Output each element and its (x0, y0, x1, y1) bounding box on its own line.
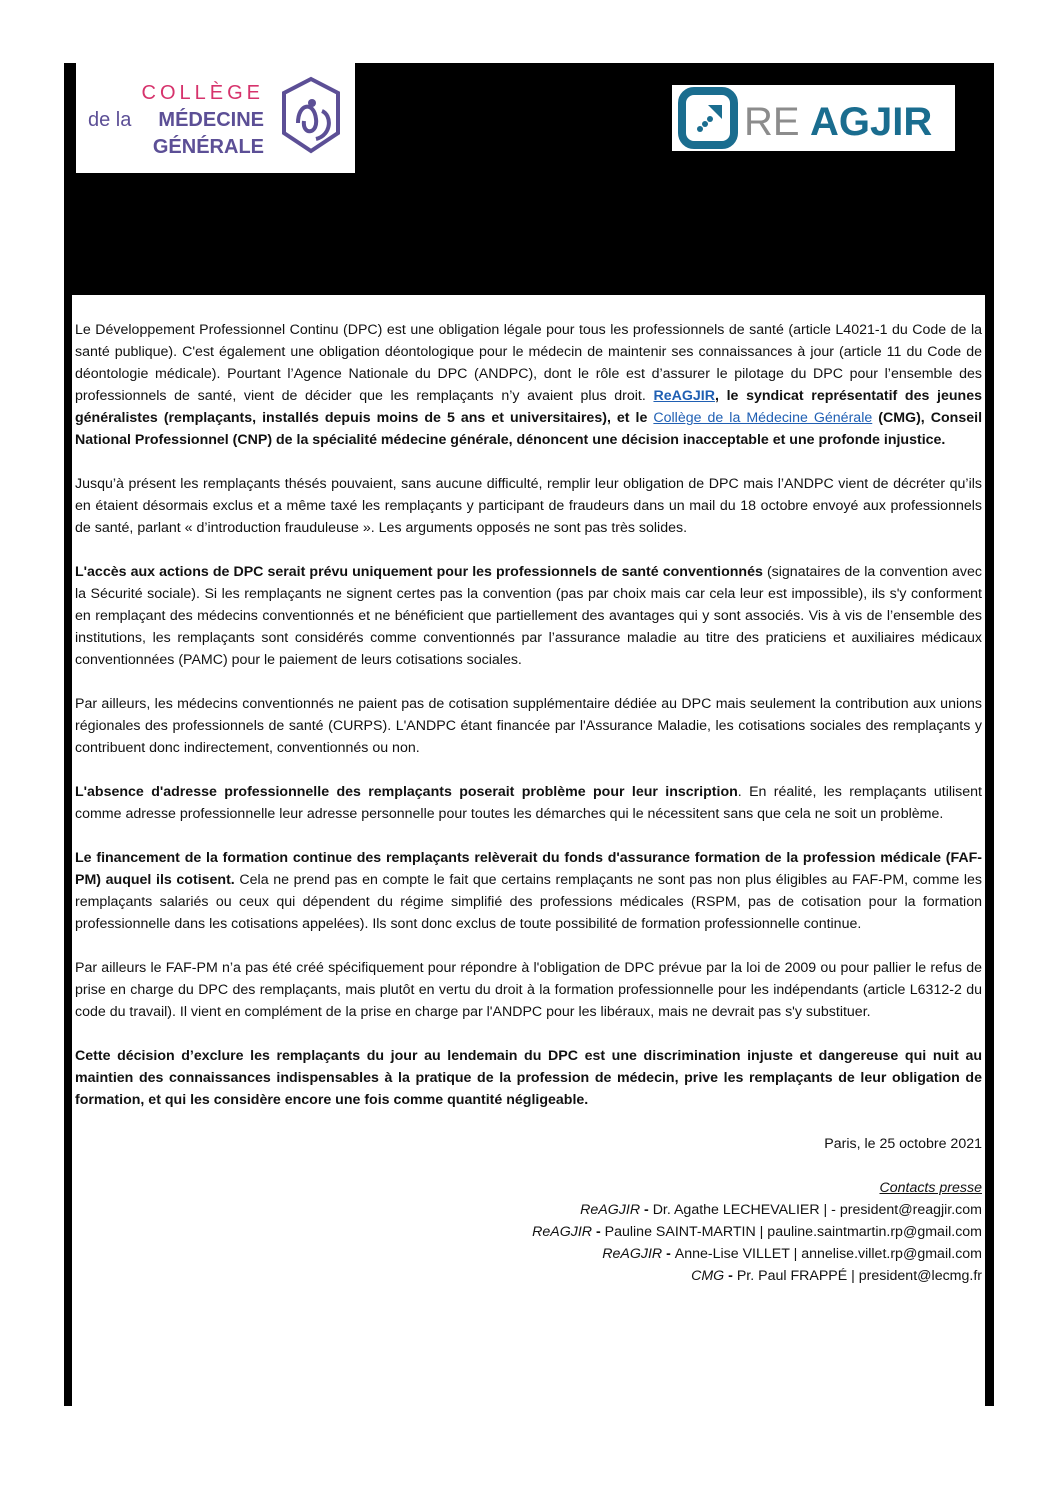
document-body (72, 295, 985, 1406)
contacts-title-text: Contacts presse (879, 1180, 982, 1196)
p1-bold1: , le syndicat représentatif des jeunes généralistes (remplaçants, installés depuis moins de 5 ans et universitaires), et le (75, 388, 982, 426)
contact-details: Dr. Agathe LECHEVALIER | - president@reagjir.com (652, 1202, 982, 1218)
contact-line (75, 1199, 982, 1221)
contact-line (75, 1243, 982, 1265)
p3-rest: (signataires de la convention avec la Sécurité sociale). Si les remplaçants ne signent certes pas la convention (pas par choix mais car cela leur est impossible), ils s'y conforment en remplaçant des médecins conventionnés et ne bénéficient que partiellement des avantages qui y sont associés. Vis à vis de l’ensemble des institutions, les remplaçants sont considérés comme conventionnés par l’assurance maladie au titre des praticiens et auxiliaires médicaux conventionnées (PAMC) pour le paiement de leurs cotisations sociales. (75, 564, 982, 668)
paragraph-1 (75, 319, 982, 451)
cmg-logo-line2b: MÉDECINE (158, 109, 264, 131)
paragraph-2: Jusqu’à présent les remplaçants thésés pouvaient, sans aucune difficulté, remplir leur obligation de DPC mais l’ANDPC vient de décréter qu’ils en étaient désormais exclus et a même taxé les remplaçants y participant de fraudeurs dans un mail du 18 octobre envoyé aux professionnels de santé, parlant « d’introduction frauduleuse ». Les arguments opposés ne sont pas très solides. (75, 476, 982, 536)
contact-sep: - (592, 1224, 605, 1240)
paragraph-3 (75, 561, 982, 671)
cmg-hexagon-icon (284, 79, 338, 151)
reagjir-logo (672, 85, 955, 151)
cmg-link[interactable]: Collège de la Médecine Générale (653, 410, 873, 426)
cmg-hexagon-dot-icon (308, 99, 316, 107)
p6-bold: Le financement de la formation continue des remplaçants relèverait du fonds d'assurance formation de la profession médicale (FAF-PM) auquel ils cotisent. (75, 850, 982, 888)
p3-bold: L'accès aux actions de DPC serait prévu uniquement pour les professionnels de santé conventionnés (75, 564, 763, 580)
contact-org: ReAGJIR (580, 1202, 641, 1218)
contact-sep: - (724, 1268, 737, 1284)
contact-org: CMG (691, 1268, 725, 1284)
paragraph-7: Par ailleurs le FAF-PM n’a pas été créé spécifiquement pour répondre à l'obligation de DPC prévue par la loi de 2009 ou pour pallier le refus de prise en charge du DPC des remplaçants, mais plutôt en vertu du droit à la formation professionnelle pour les indépendants (article L6312-2 du code du travail). Il vient en complément de la prise en charge par l'ANDPC pour les libéraux, mais ne devrait pas s'y substituer. (75, 960, 982, 1020)
p1-intro: Le Développement Professionnel Continu (DPC) est une obligation légale pour tous les professionnels de santé (article L4021-1 du Code de la santé publique). C'est également une obligation déontologique pour le médecin de maintenir ses connaissances à jour (article 11 du Code de déontologie médicale). Pourtant l’Agence Nationale du DPC (ANDPC), dont le rôle est d’assurer le pilotage du DPC pour l’ensemble des professionnels de santé, vient de décider que les remplaçants n’y avaient plus droit. (75, 322, 982, 404)
press-release-text (75, 319, 982, 1287)
contact-details: Pauline SAINT-MARTIN | pauline.saintmartin.rp@gmail.com (604, 1224, 982, 1240)
contact-line (75, 1221, 982, 1243)
contact-details: Pr. Paul FRAPPÉ | president@lecmg.fr (736, 1268, 982, 1284)
contacts-title (75, 1177, 982, 1199)
reagjir-arrow-icon (697, 105, 722, 132)
paragraph-6 (75, 847, 982, 935)
contact-org: ReAGJIR (602, 1246, 663, 1262)
reagjir-logo-agjir: AGJIR (810, 100, 933, 144)
cmg-logo-line1: COLLÈGE (141, 82, 264, 104)
p8-bold: Cette décision d’exclure les remplaçants du jour au lendemain du DPC est une discrimination injuste et dangereuse qui nuit au maintien des connaissances indispensables à la pratique de la profession de médecin, prive les remplaçants de leur obligation de formation, et qui les considère encore une fois comme quantité négligeable. (75, 1048, 982, 1108)
cmg-logo-graphic (76, 63, 355, 173)
paragraph-5 (75, 781, 982, 825)
reagjir-logo-re: RE (744, 100, 800, 144)
p6-rest: Cela ne prend pas en compte le fait que certains remplaçants ne sont pas non plus éligibles au FAF-PM, comme les remplaçants salariés ou ceux qui dépendent du régime simplifié des professions médicales (RSPM, pas de cotisation pour la formation professionnelle dans les cotisations appelées). Ils sont donc exclus de toute possibilité de formation professionnelle continue. (75, 872, 982, 932)
contact-line (75, 1265, 982, 1287)
cmg-logo-line3: GÉNÉRALE (152, 136, 264, 158)
contact-org: ReAGJIR (532, 1224, 593, 1240)
contact-details: Anne-Lise VILLET | annelise.villet.rp@gmail.com (674, 1246, 982, 1262)
paragraph-8 (75, 1045, 982, 1111)
reagjir-link[interactable]: ReAGJIR (653, 388, 715, 404)
contact-sep: - (640, 1202, 653, 1218)
date-line: Paris, le 25 octobre 2021 (824, 1136, 982, 1152)
p5-rest: . En réalité, les remplaçants utilisent comme adresse professionnelle leur adresse personnelle pour toutes les démarches qui le nécessitent sans que cela ne soit un problème. (75, 784, 982, 822)
cmg-logo-line2a: de la (88, 109, 132, 131)
cmg-logo (76, 63, 355, 173)
p1-bold2: (CMG), Conseil National Professionnel (CNP) de la spécialité médecine générale, dénoncent une décision inacceptable et une profonde injustice. (75, 410, 983, 448)
reagjir-logo-graphic (672, 85, 955, 151)
paragraph-4: Par ailleurs, les médecins conventionnés ne paient pas de cotisation supplémentaire dédiée au DPC mais seulement la contribution aux unions régionales des professionnels de santé (CURPS). L'ANDPC étant financée par l'Assurance Maladie, les cotisations sociales des remplaçants y contribuent donc indirectement, conventionnés ou non. (75, 696, 982, 756)
p5-bold: L'absence d'adresse professionnelle des remplaçants poserait problème pour leur inscription (75, 784, 738, 800)
contact-sep: - (662, 1246, 675, 1262)
